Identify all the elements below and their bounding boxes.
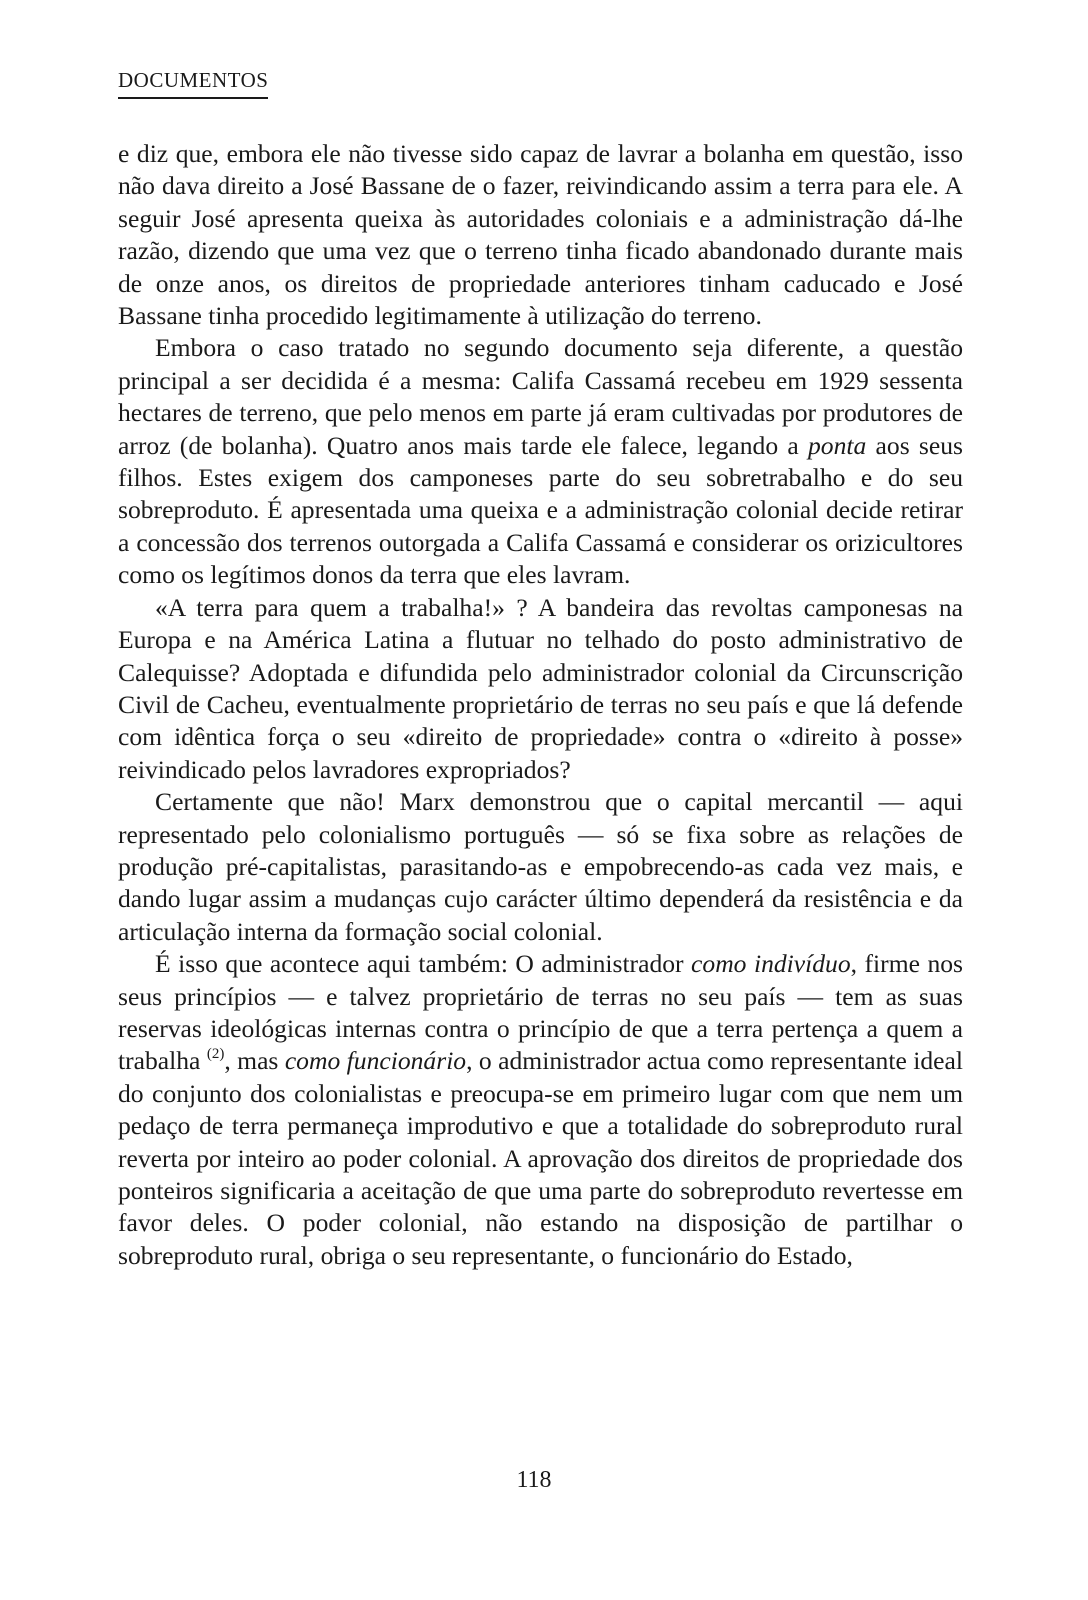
paragraph-5-italic-funcionario: como funcionário (284, 1046, 467, 1076)
paragraph-5-text-d: , o administrador actua como representante ideal do conjunto dos colonialistas e preocupa-se em primeiro lugar com que nem um pedaço de terra permaneça improdutivo e que a totalidade do sobreproduto rural reverta por inteiro ao poder colonial. A aprovação dos direitos de propriedade dos ponteiros significaria a aceitação de que uma parte do sobreproduto revertesse em favor deles. O poder colonial, não estando na disposição de partilhar o sobreproduto rural, obriga o seu representante, o funcionário do Estado, (118, 1046, 963, 1270)
paragraph-5-italic-individuo: como indivíduo (691, 949, 851, 979)
paragraph-5-text-a: É isso que acontece aqui também: O administrador (155, 949, 692, 979)
paragraph-3: «A terra para quem a trabalha!» ? A bandeira das revoltas camponesas na Europa e na América Latina a flutuar no telhado do posto administrativo de Calequisse? Adoptada e difundida pelo administrador colonial da Circunscrição Civil de Cacheu, eventualmente proprietário de terras no seu país e que lá defende com idêntica força o seu «direito de propriedade» contra o «direito à posse» reivindicado pelos lavradores expropriados? (118, 592, 963, 784)
paragraph-5-text-c: , mas (224, 1046, 285, 1076)
paragraph-2-text-a: Embora o caso tratado no segundo documento seja diferente, a questão principal a ser decidida é a mesma: Califa Cassamá recebeu em 1929 sessenta hectares de terreno, que pelo menos em parte já eram cultivadas por produtores de arroz (de bolanha). Quatro anos mais tarde ele falece, legando a (118, 333, 963, 460)
paragraph-2 (118, 332, 963, 591)
paragraph-5 (118, 948, 963, 1272)
paragraph-5-text-b: , firme nos seus princípios — e talvez proprietário de terras no seu país — tem as suas reservas ideológicas internas contra o princípio de que a terra pertença a quem a trabalha (118, 949, 963, 1076)
paragraph-4: Certamente que não! Marx demonstrou que o capital mercantil — aqui representado pelo colonialismo português — só se fixa sobre as relações de produção pré-capitalistas, parasitando-as e empobrecendo-as cada vez mais, e dando lugar assim a mudanças cujo carácter último dependerá da resistência e da articulação interna da formação social colonial. (118, 787, 963, 946)
paragraph-2-italic-term: ponta (808, 430, 867, 460)
running-header: DOCUMENTOS (118, 70, 268, 99)
footnote-reference: (2) (206, 1045, 225, 1062)
paragraph-2-text-b: aos seus filhos. Estes exigem dos camponeses parte do seu sobretrabalho e do seu sobreproduto. É apresentada uma queixa e a administração colonial decide retirar a concessão dos terrenos outorgada a Califa Cassamá e considerar os orizicultores como os legítimos donos da terra que eles lavram. (118, 430, 963, 590)
paragraph-1: e diz que, embora ele não tivesse sido capaz de lavrar a bolanha em questão, isso não dava direito a José Bassane de o fazer, reivindicando assim a terra para ele. A seguir José apresenta queixa às autoridades coloniais e a administração dá-lhe razão, dizendo que uma vez que o terreno tinha ficado abandonado durante mais de onze anos, os direitos de propriedade anteriores tinham caducado e José Bassane tinha procedido legitimamente à utilização do terreno. (118, 139, 963, 331)
page-number: 118 (516, 1467, 552, 1493)
body-text (118, 138, 963, 1272)
